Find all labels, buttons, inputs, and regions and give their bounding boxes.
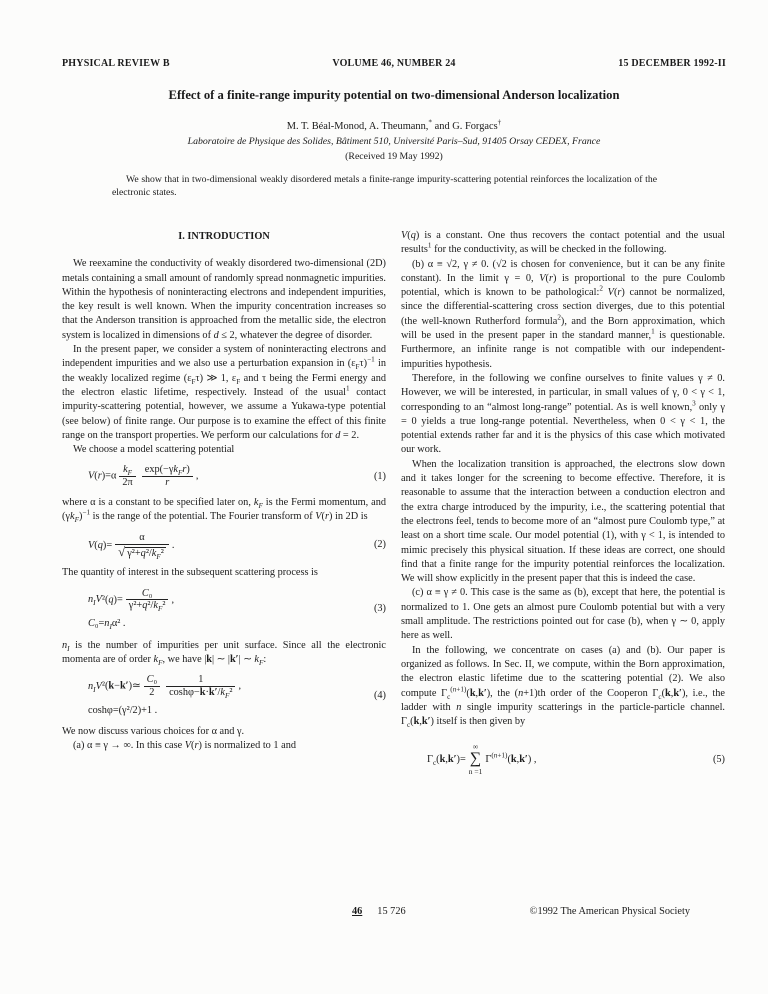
intro-paragraph-14: In the following, we concentrate on cases (a) and (b). Our paper is organized as follows. In Sec. II, we compute, within the Born approximation, the electron elastic lifetime due to the scattering potential (2). We also compute $\Gamma_c^{(n+1)}(k,k')$, the (n+1)th order of the Cooperon $\Gamma_c(k,k')$, i.e., the ladder with n single impurity scatterings in the particle-particle channel. $\Gamma_c(k,k')$ itself is then given by [401,644,726,730]
intro-paragraph-12: When the localization transition is approached, the electrons slow down and it takes longer for the screening to become effective. Therefore, it is reasonable to assume that the interaction between a conduction electron and the extra charge introduced by the impurity, i.e., the scattering potential that the electrons feel, tends to become more of an “almost pure Coulomb type,” at least on a short time scale. Our model potential (1), with γ < 1, is intended to mimic precisely this physical situation. If these ideas are correct, one should find that a finite range for the impurity potential reinforces the localization. We will show explicitly in the present paper that this is indeed the case. [401,458,725,585]
equation-number: (2) [373,539,386,551]
intro-paragraph-7: We now discuss various choices for α and γ. [62,726,245,738]
abstract-text: We show that in two-dimensional weakly disordered metals a finite-range impurity-scattering potential reinforces the localization of the electronic states. [112,174,657,198]
equation-2-body: V(q)= $\frac{\alpha}{√ \gamma^2+q^2/k_F^2}$ . [88,531,175,561]
equation-1-body: V(r)=α $\frac{k_F}{2\pi}$ $\frac{\exp(-\gamma k_Fr)}{r}$ , [88,464,199,489]
footer-copyright: ©1992 The American Physical Society [529,906,690,917]
affiliation-line: Laboratoire de Physique des Solides, Bâtiment 510, Université Paris–Sud, 91405 Orsay CEDEX, France [187,136,601,147]
summation-symbol: ∞ ∑ n =1 [468,742,483,777]
intro-paragraph-9: V(q) is a constant. One thus recovers the contact potential and the usual results$^1$ for the conductivity, as will be checked in the following. [401,230,725,256]
intro-paragraph-10: (b) α ≡ √2, γ ≠ 0. (√2 is chosen for convenience, but it can be any finite constant). In the limit γ = 0, V(r) is proportional to the pure Coulomb potential, which is known to be pathological:$^2$ V(r) cannot be normalized, since the differential-scattering cross section diverges, due to this potential (the well-known Rutherford formula$^2$), and the Born approximation, which will be used in the present paper in the standard manner,$^1$ is questionable. Furthermore, an infinite range is not compatible with our independent-impurities hypothesis. [401,258,725,370]
journal-name: PHYSICAL REVIEW B [62,58,170,69]
received-line: (Received 19 May 1992) [345,151,443,162]
footer-page-number: 15 726 [377,906,406,917]
sqrt-sign: √ [118,544,126,559]
intro-paragraph-2: In the present paper, we consider a system of noninteracting electrons and independent impurities and we also use a perturbation expansion in $(\varepsilon_F\tau)^{-1}$ in the weakly localized regime $(\varepsilon_F\tau)$ ≫ 1, $\varepsilon_F$ and τ being the Fermi energy and the electron elastic lifetime, respectively. Instead of the usual$^1$ contact impurity-scattering potential, however, we assume a Yukawa-type potential (see below) of finite range. Our purpose is to examine the effect of this finite range on the transport properties. We perform our calculations for d = 2. [62,344,386,441]
equation-number: (5) [712,753,725,765]
intro-paragraph-3: We choose a model scattering potential [73,444,235,456]
intro-paragraph-1: We reexamine the conductivity of weakly disordered two-dimensional (2D) metals containing a small amount of randomly spread nonmagnetic impurities. Within the hypothesis of noninteracting electrons and independent impurities, the key result is well known. When the impurity concentration increases so that the Anderson transition is approached from the metallic side, the electron system is localized in dimensions of d ≤ 2, whatever the degree of disorder. [62,258,386,341]
equation-2 [88,532,386,560]
intro-paragraph-13: (c) α ≡ γ ≠ 0. This case is the same as (b), except that here, the potential is normalized to 1. One gets an almost pure Coulomb potential but with a very small amplitude. The restrictions pointed out for case (b), when γ ∼ 0, apply here as well. [401,587,725,642]
paper-title: Effect of a finite-range impurity potential on two-dimensional Anderson localization [168,88,620,102]
left-column [62,229,386,903]
intro-paragraph-8: (a) α ≡ γ → ∞. In this case V(r) is normalized to 1 and [73,740,296,752]
intro-paragraph-6: $n_I$ is the number of impurities per unit surface. Since all the electronic momenta are of order $k_F$, we have |k| ∼ |k′| ∼ $k_F$: [62,639,386,667]
equation-5-body: $\Gamma_c(k,k')=$ ∞ ∑ n =1 $\Gamma^{(n+1)}(k,k')$ , [427,742,537,777]
running-header [62,58,726,69]
equation-5 [427,743,725,776]
intro-paragraph-4: where α is a constant to be specified later on, $k_F$ is the Fermi momentum, and $(\gamma k_F)^{-1}$ is the range of the potential. The Fourier transform of V(r) in 2D is [62,497,386,525]
right-column [401,229,725,903]
intro-paragraph-11: Therefore, in the following we confine ourselves to finite values γ ≠ 0. However, we will be interested, in particular, in small values of γ, 0 < γ < 1, corresponding to an “almost long-range” potential. As is well known,$^3$ only γ = 0 yields a true long-range potential. Nevertheless, when 0 < γ < 1, the potential extends rather far and it is the physics of this case which motivated our work. [401,372,725,456]
issue-date: 15 DECEMBER 1992-II [618,58,726,69]
equation-number: (3) [373,603,386,615]
equation-4 [88,674,386,718]
intro-paragraph-5: The quantity of interest in the subsequent scattering process is [62,567,318,579]
equation-4-body: $n_IV^2(k-k')≃$ $\frac{\text{C₀}}{2}$ $\frac{1}{\cosh\varphi-k\cdot k'/k_F^2}$ , coshφ=(γ²/2)+1 . [88,674,242,716]
equation-3-body: $n_IV^2(q)=$ $\frac{\text{C₀}}{\gamma^2+q^2/k_F^2}$ , $C_0=n_I\alpha^2$ . [88,587,175,632]
section-heading-introduction: I. INTRODUCTION [178,231,270,242]
equation-number: (1) [373,470,386,482]
footer-volume-number: 46 [352,906,363,917]
page-footer [62,906,726,917]
volume-issue: VOLUME 46, NUMBER 24 [332,58,456,69]
authors-line: M. T. Béal-Monod, A. Theumann,* and G. Forgacs† [286,118,502,132]
equation-3 [88,588,386,632]
equation-number: (4) [373,690,386,702]
two-column-body [62,229,726,903]
equation-1 [88,464,386,489]
